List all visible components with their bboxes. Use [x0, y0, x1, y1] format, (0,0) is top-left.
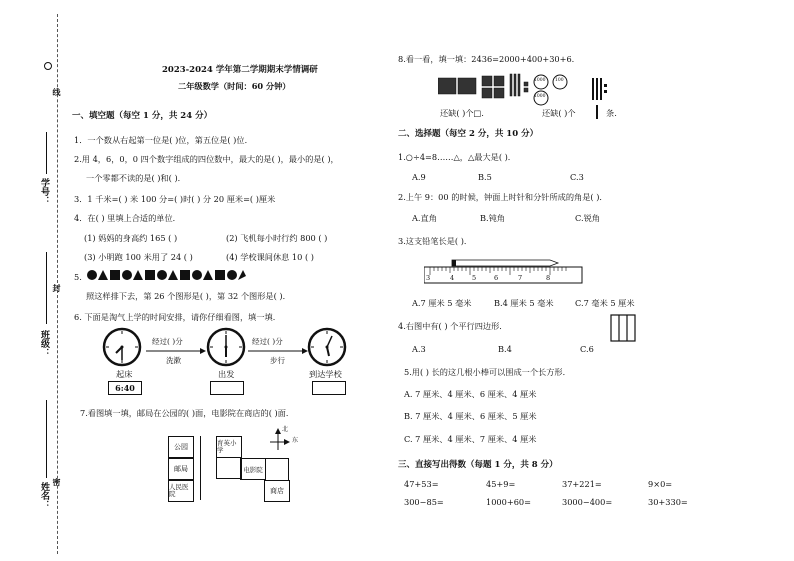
s2-q5: 5.用( ) 长的这几根小棒可以围成一个长方形．: [404, 367, 571, 377]
arrow-right-icon: [146, 348, 206, 354]
compass-east: 东: [292, 437, 299, 444]
q8-right-blank: 还缺( )个: [542, 108, 576, 118]
q6-c3-answer[interactable]: [312, 381, 346, 395]
s2-q1-opt-a[interactable]: A.9: [412, 172, 426, 182]
map-school: 育英小学: [216, 436, 242, 458]
s1-q1: 1．一个数从右起第一位是( )位，第五位是( )位．: [74, 135, 253, 145]
map-shop: 商店: [264, 480, 290, 502]
s1-q7: 7.看图填一填，邮局在公园的( )面，电影院在商店的( )面．: [80, 408, 295, 418]
seal-line-text: 线: [52, 88, 62, 96]
map-block: [216, 456, 242, 479]
map-park: 公园: [168, 436, 194, 458]
s1-q3: 3．1 千米=( ) 米 100 分=( )时( ) 分 20 厘米=( )厘米: [74, 194, 276, 204]
map-post: 邮局: [168, 458, 194, 480]
q8-right-suffix: 条.: [606, 108, 617, 118]
s1-q8: 8.看一看，填一填：2436=2000+400+30+6.: [398, 54, 575, 64]
clock-depart-icon: [206, 327, 246, 367]
s2-q5-opt-c[interactable]: C. 7 厘米、4 厘米、7 厘米、4 厘米: [404, 434, 537, 444]
name-field[interactable]: [46, 400, 47, 478]
calc-8: 30+330=: [648, 497, 688, 507]
s2-q2-opt-a[interactable]: A.直角: [412, 213, 437, 223]
page-title: 2023-2024 学年第二学期期末学情调研: [162, 65, 318, 75]
calc-6: 1000+60=: [486, 497, 531, 507]
s2-q5-opt-b[interactable]: B. 7 厘米、4 厘米、6 厘米、5 厘米: [404, 411, 537, 421]
s2-q2-opt-b[interactable]: B.钝角: [480, 213, 505, 223]
compass-north: 北: [282, 426, 289, 433]
shape-pattern: [86, 268, 246, 282]
ruler-tick-3: 3: [426, 274, 431, 282]
section3-heading: 三、直接写出得数（每题 1 分，共 8 分）: [398, 460, 558, 470]
ruler-tick-8: 8: [546, 274, 551, 282]
clock-arrive-icon: [307, 327, 347, 367]
section1-heading: 一、填空题（每空 1 分，共 24 分）: [72, 111, 213, 121]
calc-5: 300−85=: [404, 497, 444, 507]
clock-wakeup-icon: [102, 327, 142, 367]
s2-q3: 3.这支铅笔长是( )．: [398, 236, 473, 246]
calc-1: 47+53=: [404, 479, 439, 489]
q6-c2-answer[interactable]: [210, 381, 244, 395]
seal-mi-text: 密: [52, 478, 62, 486]
calc-4: 9×0=: [648, 479, 673, 489]
q6-act2: 步行: [270, 356, 285, 365]
s1-q4: 4．在( ) 里填上合适的单位．: [74, 213, 181, 223]
q6-pass2: 经过( )分: [252, 337, 283, 346]
ruler-tick-4: 4: [450, 274, 455, 282]
s1-q5-num: 5.: [74, 272, 82, 282]
s1-q2a: 2.用 4，6，0，0 四个数字组成的四位数中，最大的是( )，最小的是( )，: [74, 154, 339, 164]
calc-3: 37+221=: [562, 479, 602, 489]
s1-q4-2: (2) 飞机每小时行约 800 ( ): [226, 233, 328, 243]
sticks-icon: [592, 76, 608, 104]
q8-left-blank: 还缺( )个□.: [440, 108, 484, 118]
map-hospital: 人民医院: [168, 480, 194, 502]
s2-q4-opt-a[interactable]: A.3: [412, 344, 426, 354]
s2-q4-opt-c[interactable]: C.6: [580, 344, 594, 354]
s2-q3-opt-c[interactable]: C.7 毫米 5 厘米: [575, 298, 635, 308]
school-label: 学号：: [39, 178, 49, 205]
s1-q4-1: (1) 妈妈的身高约 165 ( ): [84, 233, 178, 243]
s2-q1-opt-c[interactable]: C.3: [570, 172, 584, 182]
class-label: 班级：: [39, 330, 49, 357]
section2-heading: 二、选择题（每空 2 分，共 10 分）: [398, 129, 539, 139]
s2-q1-opt-b[interactable]: B.5: [478, 172, 492, 182]
name-label: 姓名：: [39, 482, 49, 509]
q6-c1-time: 6:40: [108, 381, 142, 395]
s2-q3-opt-b[interactable]: B.4 厘米 5 毫米: [494, 298, 554, 308]
ruler-tick-7: 7: [518, 274, 523, 282]
s2-q2: 2.上午 9：00 的时候，钟面上时针和分针所成的角是( )．: [398, 192, 608, 202]
bag-1000: 1000: [534, 78, 546, 83]
s1-q4-3: (3) 小明跑 100 米用了 24 ( ): [84, 252, 193, 262]
s2-q5-opt-a[interactable]: A. 7 厘米、4 厘米、6 厘米、4 厘米: [404, 389, 537, 399]
bag-100: 100: [555, 78, 564, 83]
q6-c1-label: 起床: [116, 369, 133, 379]
map-road: [200, 436, 201, 500]
s1-q5-text: 照这样排下去，第 26 个图形是( )，第 32 个图形是( )．: [86, 291, 291, 301]
s1-q4-4: (4) 学校课间休息 10 ( ): [226, 252, 314, 262]
bag-1000-b: 1000: [534, 94, 546, 99]
arrow-right-icon: [248, 348, 308, 354]
map-cinema: 电影院: [240, 458, 266, 480]
compass-icon: [268, 428, 294, 452]
map-block: [264, 458, 289, 481]
ruler-tick-6: 6: [494, 274, 499, 282]
ruler-tick-5: 5: [472, 274, 477, 282]
s2-q3-opt-a[interactable]: A.7 厘米 5 毫米: [412, 298, 472, 308]
class-field[interactable]: [46, 252, 47, 324]
page-subtitle: 二年级数学（时间：60 分钟）: [178, 81, 291, 91]
q6-c2-label: 出发: [218, 369, 235, 379]
s2-q2-opt-c[interactable]: C.锐角: [575, 213, 600, 223]
s2-q4: 4.右图中有( ) 个平行四边形．: [398, 321, 508, 331]
q6-act1: 洗漱: [166, 356, 181, 365]
s1-q2b: 一个零都不读的是( )和( )．: [86, 173, 186, 183]
ruler-pencil-illustration: [424, 257, 584, 287]
calc-7: 3000−400=: [562, 497, 613, 507]
margin-circle: [44, 62, 52, 70]
calc-2: 45+9=: [486, 479, 516, 489]
seal-feng-text: 封: [52, 284, 62, 292]
s2-q4-opt-b[interactable]: B.4: [498, 344, 512, 354]
school-field[interactable]: [46, 132, 47, 174]
s2-q1: 1.○÷4=8……△，△最大是( )．: [398, 152, 516, 162]
q6-pass1: 经过( )分: [152, 337, 183, 346]
stick-icon: [592, 104, 604, 120]
q6-c3-label: 到达学校: [309, 369, 342, 379]
s1-q6: 6. 下面是淘气上学的时间安排，请你仔细看图，填一填．: [74, 312, 281, 322]
parallelogram-figure: [610, 314, 636, 342]
